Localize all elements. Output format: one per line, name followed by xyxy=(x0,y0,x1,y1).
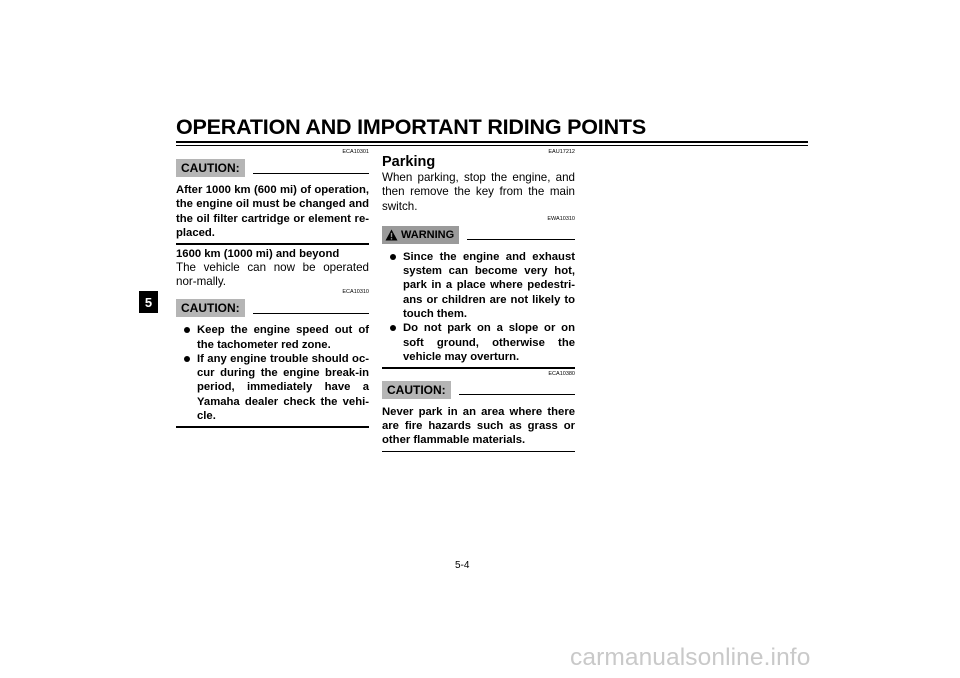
list-item xyxy=(382,250,575,321)
right-column xyxy=(382,150,575,452)
bullet-icon xyxy=(390,325,396,331)
caution-text: After 1000 km (600 mi) of operation, the engine oil must be changed and the oil filter cartridge or element re-placed. xyxy=(176,184,369,239)
caution-header xyxy=(176,157,369,179)
warning-label-text: WARNING xyxy=(401,228,455,241)
chapter-tab: 5 xyxy=(139,291,158,313)
reference-code: EAU17212 xyxy=(548,149,575,155)
bullet-icon xyxy=(390,254,396,260)
caution-text: Never park in an area where there are fire hazards such as grass or other flammable materials. xyxy=(382,405,575,447)
page-title: OPERATION AND IMPORTANT RIDING POINTS xyxy=(176,115,646,139)
list-item xyxy=(176,352,369,423)
caution-rule xyxy=(253,313,369,314)
bullet-icon xyxy=(184,356,190,362)
list-item-text: Since the engine and exhaust system can become very hot, park in a place where pedestri-ans or children are not likely to touch them. xyxy=(403,250,575,321)
body-text: The vehicle can now be operated nor-mally. xyxy=(176,260,369,288)
section-heading: Parking xyxy=(382,154,436,170)
list-item-text: Keep the engine speed out of the tachometer red zone. xyxy=(197,324,369,351)
caution-label: CAUTION: xyxy=(176,159,245,177)
warning-label xyxy=(382,226,459,244)
reference-code: ECA10310 xyxy=(342,289,369,296)
body-text: When parking, stop the engine, and then remove the key from the main switch. xyxy=(382,171,575,213)
page-number: 5-4 xyxy=(455,560,470,571)
watermark: carmanualsonline.info xyxy=(570,644,811,671)
warning-end-rule xyxy=(382,367,575,369)
caution-header xyxy=(382,379,575,401)
reference-code: EWA10310 xyxy=(547,215,575,222)
warning-triangle-icon xyxy=(385,229,398,241)
caution-header xyxy=(176,297,369,319)
list-item xyxy=(382,321,575,364)
caution-rule xyxy=(253,173,369,174)
subheading: 1600 km (1000 mi) and beyond xyxy=(176,247,340,260)
warning-header xyxy=(382,224,575,246)
list-item-text: Do not park on a slope or on soft ground, otherwise the vehicle may overturn. xyxy=(403,322,575,363)
caution-rule xyxy=(459,394,575,395)
warning-list xyxy=(382,250,575,364)
list-item xyxy=(176,323,369,352)
caution-end-rule xyxy=(382,451,575,453)
left-column xyxy=(176,150,369,428)
reference-code: ECA10380 xyxy=(548,370,575,377)
title-rule xyxy=(176,141,808,143)
caution-end-rule xyxy=(176,426,369,428)
reference-code: ECA10301 xyxy=(342,149,369,155)
bullet-icon xyxy=(184,327,190,333)
caution-label: CAUTION: xyxy=(176,299,245,317)
title-rule-thin xyxy=(176,145,808,146)
warning-rule xyxy=(467,239,575,240)
caution-end-rule xyxy=(176,243,369,245)
list-item-text: If any engine trouble should oc-cur during the engine break-in period, immediately have a Yamaha dealer check the vehi-cle. xyxy=(197,352,369,423)
caution-label: CAUTION: xyxy=(382,381,451,399)
caution-list xyxy=(176,323,369,423)
